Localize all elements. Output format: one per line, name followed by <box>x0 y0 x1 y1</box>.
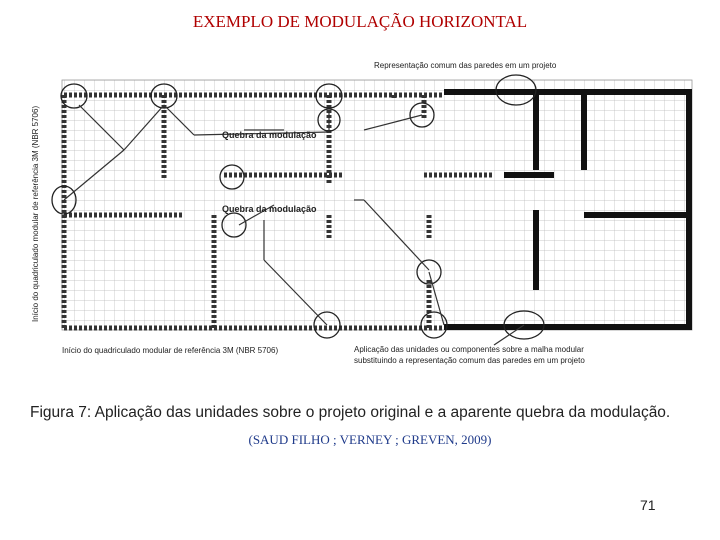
label-units-application-line2: substituindo a representação comum das paredes em um projeto <box>354 356 585 365</box>
slide-title: EXEMPLO DE MODULAÇÃO HORIZONTAL <box>192 12 528 31</box>
label-modulation-break-1: Quebra da modulação <box>222 130 317 140</box>
label-vertical-grid-origin: Início do quadriculado modular de referência 3M (NBR 5706) <box>31 105 40 322</box>
label-common-walls: Representação comum das paredes em um projeto <box>374 61 557 70</box>
label-units-application-line1: Aplicação das unidades ou componentes sobre a malha modular <box>354 345 584 354</box>
page-number: 71 <box>640 497 656 513</box>
modulation-figure <box>24 50 704 410</box>
figure-caption: Figura 7: Aplicação das unidades sobre o projeto original e a aparente quebra da modulação. <box>30 404 671 421</box>
label-modulation-break-2: Quebra da modulação <box>222 204 317 214</box>
source-citation: (SAUD FILHO ; VERNEY ; GREVEN, 2009) <box>248 432 492 447</box>
modular-grid <box>62 80 692 330</box>
label-horizontal-grid-origin: Início do quadriculado modular de referência 3M (NBR 5706) <box>62 346 279 355</box>
floor-plan-drawing <box>24 50 704 410</box>
